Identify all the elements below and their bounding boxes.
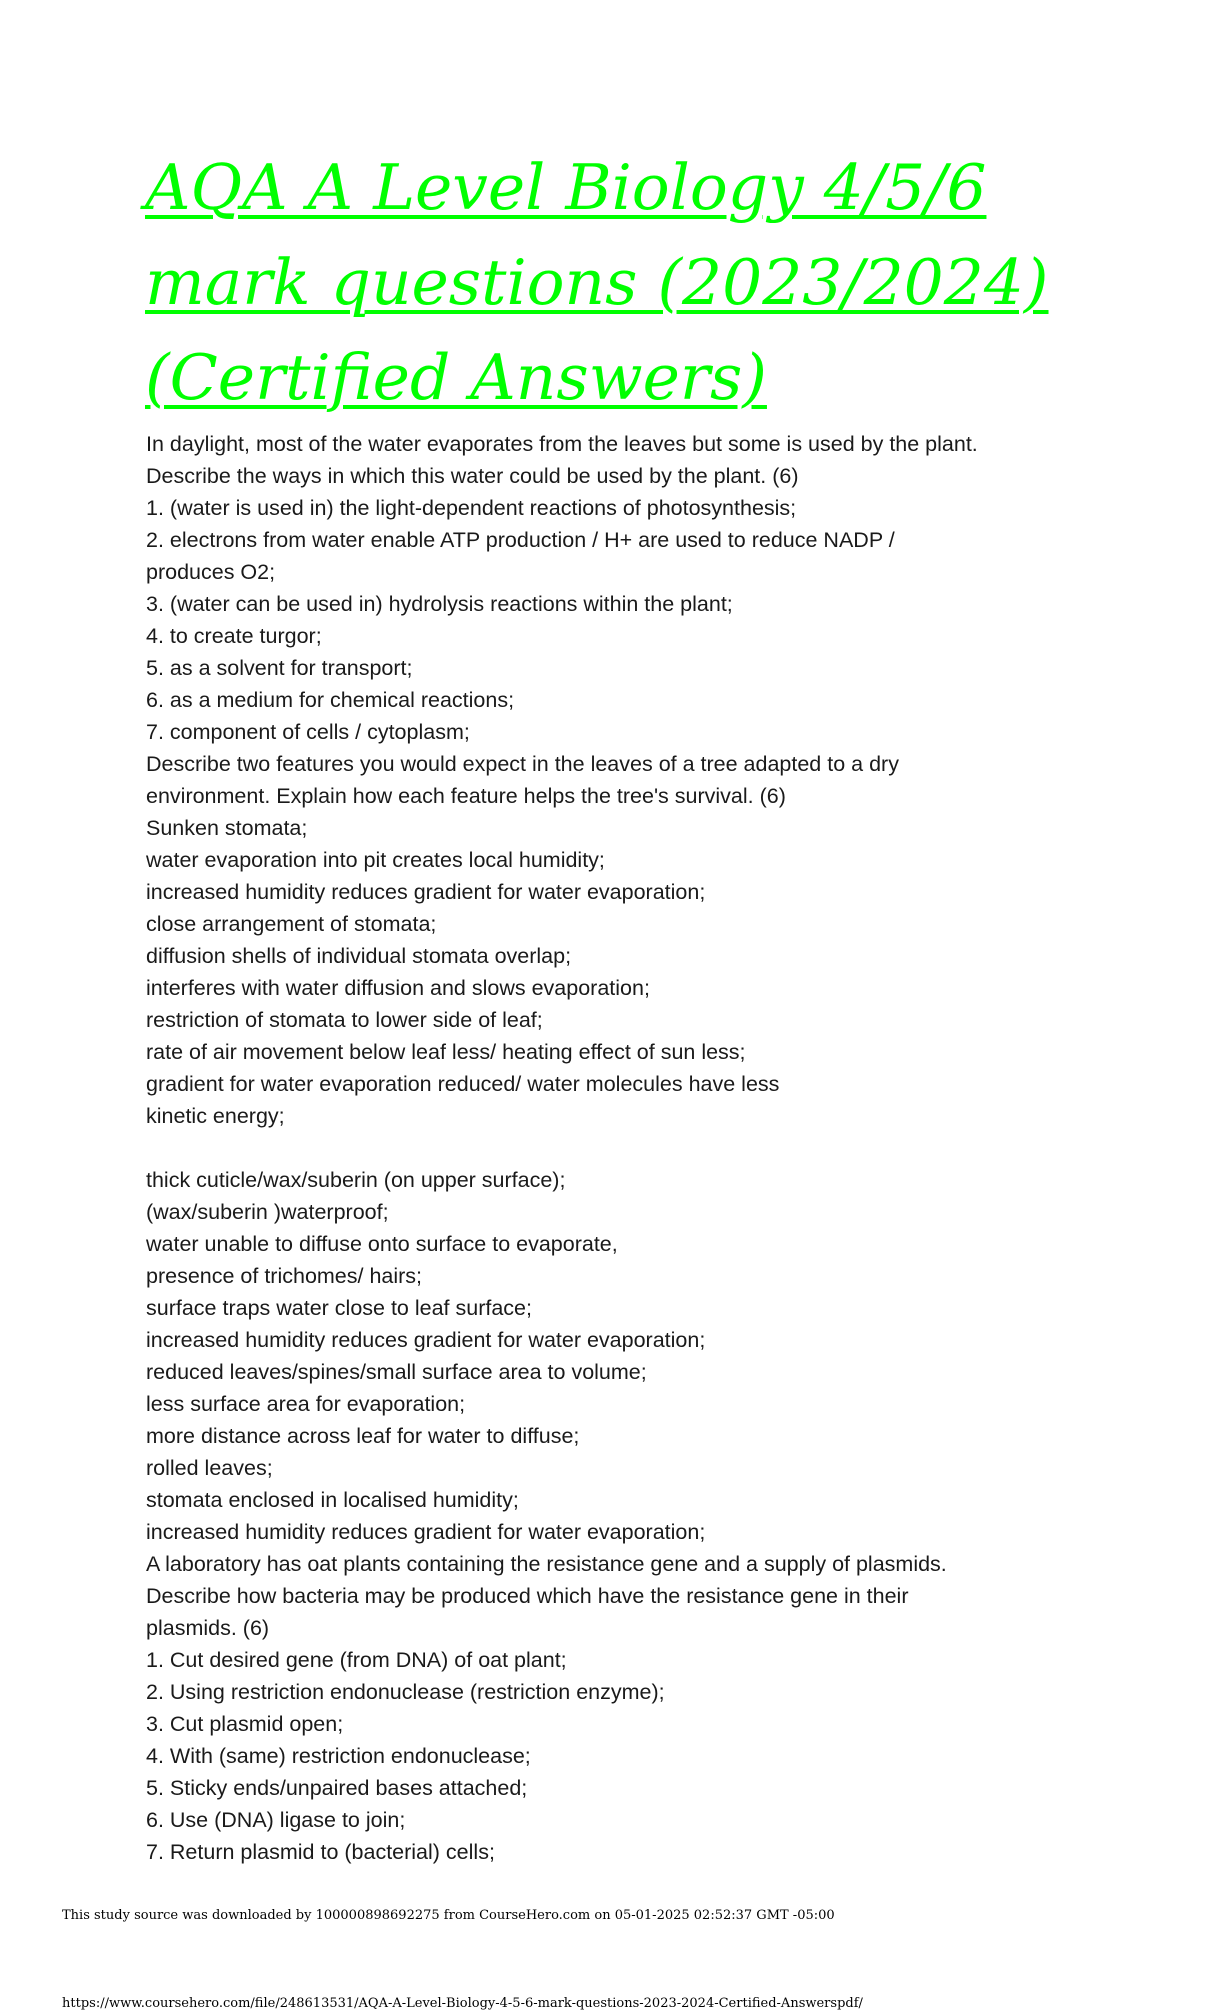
text-line: 5. as a solvent for transport; (146, 656, 413, 680)
text-line: 2. electrons from water enable ATP production / H+ are used to reduce NADP / (146, 528, 895, 552)
text-line: Describe two features you would expect in the leaves of a tree adapted to a dry (146, 752, 899, 776)
text-line: 5. Sticky ends/unpaired bases attached; (146, 1776, 528, 1800)
text-line: rate of air movement below leaf less/ heating effect of sun less; (146, 1040, 746, 1064)
text-line: 3. (water can be used in) hydrolysis reactions within the plant; (146, 592, 733, 616)
text-line: surface traps water close to leaf surface; (146, 1296, 532, 1320)
title-line: mark questions (2023/2024) (145, 246, 1049, 319)
text-line: increased humidity reduces gradient for water evaporation; (146, 1328, 706, 1352)
text-line: Sunken stomata; (146, 816, 308, 840)
text-line: gradient for water evaporation reduced/ water molecules have less (146, 1072, 780, 1096)
title-line: AQA A Level Biology 4/5/6 (145, 151, 987, 224)
text-line: 4. With (same) restriction endonuclease; (146, 1744, 531, 1768)
text-line: reduced leaves/spines/small surface area to volume; (146, 1360, 647, 1384)
text-line: kinetic energy; (146, 1104, 285, 1128)
blank-line (146, 1132, 1146, 1164)
text-line: A laboratory has oat plants containing the resistance gene and a supply of plasmids. (146, 1552, 947, 1576)
text-line: rolled leaves; (146, 1456, 273, 1480)
text-line: thick cuticle/wax/suberin (on upper surface); (146, 1168, 566, 1192)
text-line: increased humidity reduces gradient for water evaporation; (146, 1520, 706, 1544)
text-line: 7. Return plasmid to (bacterial) cells; (146, 1840, 495, 1864)
text-line: stomata enclosed in localised humidity; (146, 1488, 519, 1512)
text-line: Describe the ways in which this water could be used by the plant. (6) (146, 464, 799, 488)
text-line: 3. Cut plasmid open; (146, 1712, 344, 1736)
text-line: presence of trichomes/ hairs; (146, 1264, 423, 1288)
text-line: water evaporation into pit creates local humidity; (146, 848, 605, 872)
text-line: (wax/suberin )waterproof; (146, 1200, 389, 1224)
text-line: Describe how bacteria may be produced which have the resistance gene in their (146, 1584, 909, 1608)
text-line: close arrangement of stomata; (146, 912, 437, 936)
text-line: 2. Using restriction endonuclease (restriction enzyme); (146, 1680, 665, 1704)
text-line: diffusion shells of individual stomata overlap; (146, 944, 572, 968)
title-line: (Certified Answers) (145, 341, 767, 414)
text-line: 1. Cut desired gene (from DNA) of oat plant; (146, 1648, 567, 1672)
text-line: produces O2; (146, 560, 276, 584)
text-line: less surface area for evaporation; (146, 1392, 466, 1416)
download-notice: This study source was downloaded by 100000898692275 from CourseHero.com on 05-01-2025 02:52:37 GMT -05:00 (62, 1908, 835, 1923)
document-title (145, 140, 1145, 425)
text-line: 1. (water is used in) the light-dependent reactions of photosynthesis; (146, 496, 797, 520)
document-body (146, 428, 1146, 1868)
text-line: restriction of stomata to lower side of leaf; (146, 1008, 543, 1032)
text-line: 6. as a medium for chemical reactions; (146, 688, 515, 712)
text-line: 6. Use (DNA) ligase to join; (146, 1808, 406, 1832)
text-line: plasmids. (6) (146, 1616, 270, 1640)
text-line: 7. component of cells / cytoplasm; (146, 720, 470, 744)
text-line: In daylight, most of the water evaporates from the leaves but some is used by the plant. (146, 432, 978, 456)
text-line: increased humidity reduces gradient for water evaporation; (146, 880, 706, 904)
text-line: more distance across leaf for water to diffuse; (146, 1424, 580, 1448)
text-line: 4. to create turgor; (146, 624, 322, 648)
text-line: environment. Explain how each feature helps the tree's survival. (6) (146, 784, 786, 808)
text-line: water unable to diffuse onto surface to evaporate, (146, 1232, 618, 1256)
text-line: interferes with water diffusion and slows evaporation; (146, 976, 650, 1000)
source-url: https://www.coursehero.com/file/248613531/AQA-A-Level-Biology-4-5-6-mark-questions-2023-2024-Certified-Answerspdf/ (62, 1996, 863, 2011)
